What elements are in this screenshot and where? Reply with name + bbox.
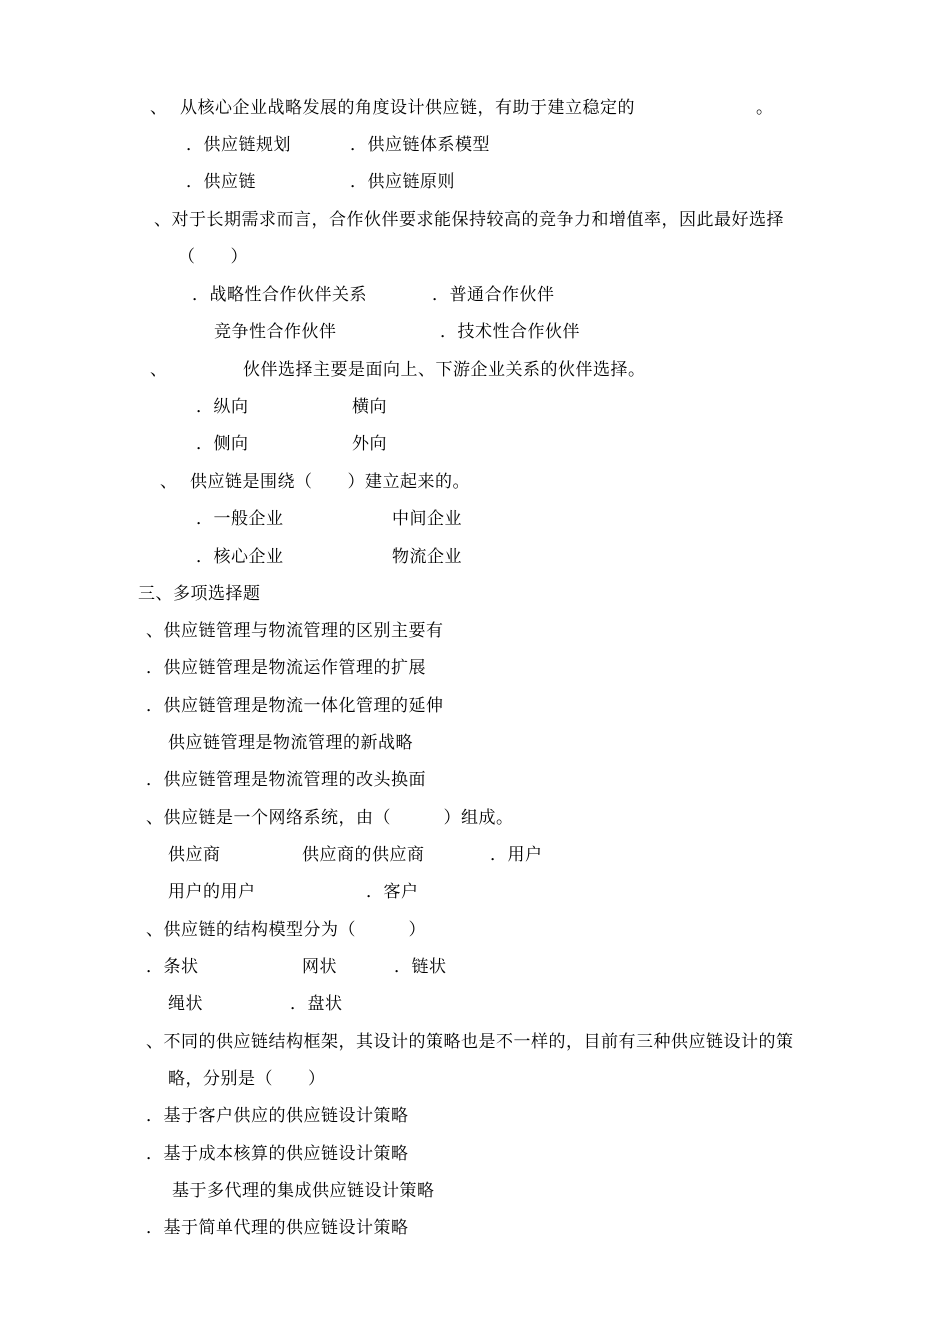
q2-paren: （ ） xyxy=(178,247,248,267)
q1-option-c: ．供应链 xyxy=(186,172,256,192)
q4-option-b: 中间企业 xyxy=(392,509,462,529)
section-title-multiple-choice: 三、多项选择题 xyxy=(138,584,261,604)
q3-option-a: ．纵向 xyxy=(196,397,249,417)
m1-option-b: ．供应链管理是物流一体化管理的延伸 xyxy=(146,696,444,716)
m2-stem: 、供应链是一个网络系统，由（ ）组成。 xyxy=(146,808,514,828)
m1-option-d: ．供应链管理是物流管理的改头换面 xyxy=(146,770,426,790)
q1-option-a: ．供应链规划 xyxy=(186,135,291,155)
q2-option-c: 竞争性合作伙伴 xyxy=(214,322,337,342)
q2-option-a: ．战略性合作伙伴关系 xyxy=(192,285,367,305)
q4-prefix: 、 xyxy=(160,472,178,492)
q4-option-a: ．一般企业 xyxy=(196,509,284,529)
m2-option-a: 供应商 xyxy=(168,845,221,865)
q1-option-d: ．供应链原则 xyxy=(350,172,455,192)
q1-option-b: ．供应链体系模型 xyxy=(350,135,490,155)
q4-option-d: 物流企业 xyxy=(392,547,462,567)
m1-option-a: ．供应链管理是物流运作管理的扩展 xyxy=(146,658,426,678)
m4-stem-continued: 略，分别是（ ） xyxy=(168,1069,326,1089)
q1-end: 。 xyxy=(756,98,774,118)
m2-option-c: ．用户 xyxy=(490,845,543,865)
m3-option-d: 绳状 xyxy=(168,994,203,1014)
q2-option-d: ．技术性合作伙伴 xyxy=(440,322,580,342)
m4-option-a: ．基于客户供应的供应链设计策略 xyxy=(146,1106,409,1126)
m2-option-b: 供应商的供应商 xyxy=(302,845,425,865)
q3-option-c: ．侧向 xyxy=(196,434,249,454)
q4-stem: 供应链是围绕（ ）建立起来的。 xyxy=(190,472,470,492)
q2-stem: 、对于长期需求而言，合作伙伴要求能保持较高的竞争力和增值率，因此最好选择 xyxy=(154,210,784,230)
m2-option-d: 用户的用户 xyxy=(168,882,256,902)
m3-option-c: ．链状 xyxy=(394,957,447,977)
q2-option-b: ．普通合作伙伴 xyxy=(432,285,555,305)
m2-option-e: ．客户 xyxy=(366,882,419,902)
m4-option-c: 基于多代理的集成供应链设计策略 xyxy=(172,1181,435,1201)
q3-prefix: 、 xyxy=(150,360,168,380)
m3-option-a: ．条状 xyxy=(146,957,199,977)
m3-stem: 、供应链的结构模型分为（ ） xyxy=(146,920,426,940)
q3-stem: 伙伴选择主要是面向上、下游企业关系的伙伴选择。 xyxy=(243,360,646,380)
m4-option-b: ．基于成本核算的供应链设计策略 xyxy=(146,1144,409,1164)
q3-option-b: 横向 xyxy=(352,397,387,417)
m4-option-d: ．基于简单代理的供应链设计策略 xyxy=(146,1218,409,1238)
q1-stem: 从核心企业战略发展的角度设计供应链，有助于建立稳定的 xyxy=(180,98,635,118)
m4-stem: 、不同的供应链结构框架，其设计的策略也是不一样的，目前有三种供应链设计的策 xyxy=(146,1032,794,1052)
m1-option-c: 供应链管理是物流管理的新战略 xyxy=(168,733,413,753)
q3-option-d: 外向 xyxy=(352,434,387,454)
m3-option-e: ．盘状 xyxy=(290,994,343,1014)
m1-stem: 、供应链管理与物流管理的区别主要有 xyxy=(146,621,444,641)
q4-option-c: ．核心企业 xyxy=(196,547,284,567)
m3-option-b: 网状 xyxy=(302,957,337,977)
q1-prefix: 、 xyxy=(150,98,168,118)
